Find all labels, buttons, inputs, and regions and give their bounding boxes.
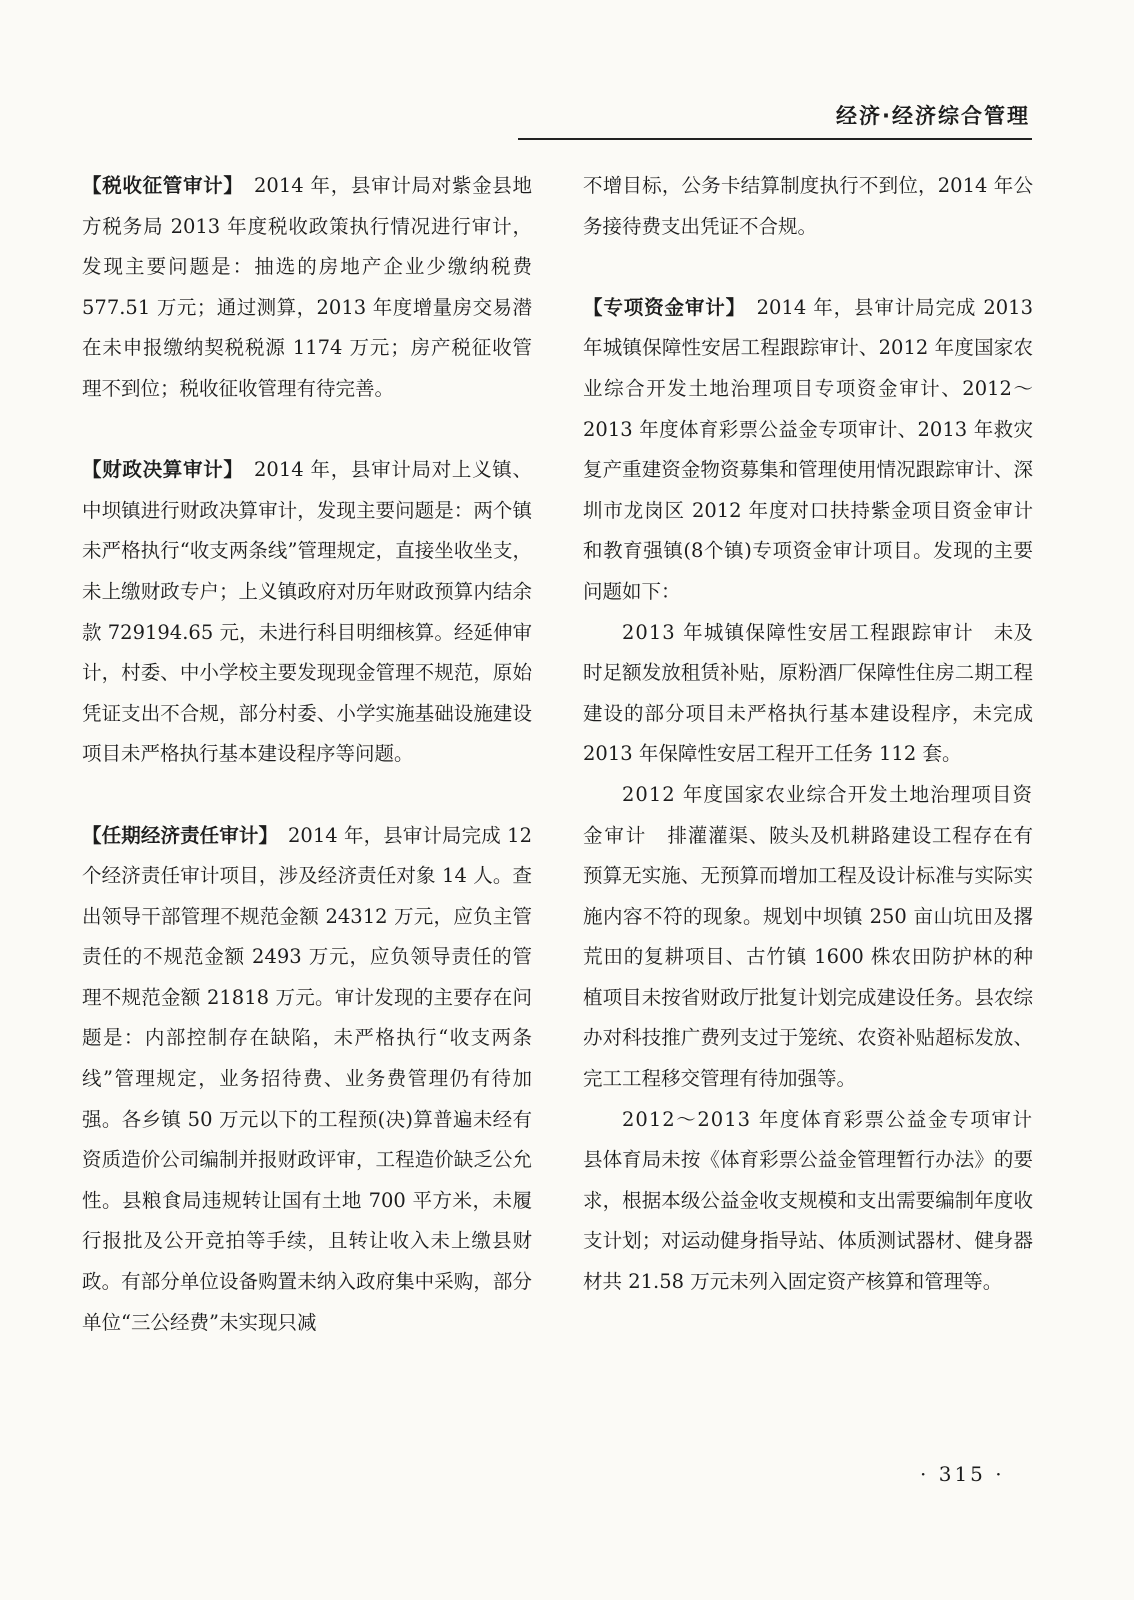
- right-column: [583, 166, 1033, 1303]
- running-header: 经济·经济综合管理: [836, 104, 1030, 128]
- tenure-audit-body: 2014 年，县审计局完成 12 个经济责任审计项目，涉及经济责任对象 14 人。查出领导干部管理不规范金额 24312 万元，应负主管责任的不规范金额 2493 万元，应负领导责任的管理不规范金额 21818 万元。审计发现的主要存在问题是：内部控制存在缺陷，未严格执行“收支两条线”管理规定，业务招待费、业务费管理仍有待加强。各乡镇 50 万元以下的工程预(决)算普遍未经有资质造价公司编制并报财政评审，工程造价缺乏公允性。县粮食局违规转让国有土地 700 平方米，未履行报批及公开竞拍等手续，且转让收入未上缴县财政。有部分单位设备购置未纳入政府集中采购，部分单位“三公经费”未实现只减: [82, 823, 532, 1334]
- page-number: · 315 ·: [920, 1462, 1005, 1486]
- continued-paragraph: 不增目标，公务卡结算制度执行不到位，2014 年公务接待费支出凭证不合规。: [583, 174, 1033, 238]
- finance-audit-section: [82, 450, 532, 775]
- special-fund-audit-heading: 【专项资金审计】: [583, 295, 737, 319]
- agri-audit-paragraph: [583, 775, 1033, 1100]
- tenure-audit-section: [82, 816, 532, 1344]
- lottery-audit-body: 县体育局未按《体育彩票公益金管理暂行办法》的要求，根据本级公益金收支规模和支出需要编制年度收支计划；对运动健身指导站、体质测试器材、健身器材共 21.58 万元未列入固定资产核算和管理等。: [583, 1148, 1033, 1294]
- tax-audit-heading: 【税收征管审计】: [82, 174, 234, 197]
- agri-audit-title: 2012 年度国家农业综合开发土地治理项目资金审计: [583, 782, 1033, 847]
- agri-audit-body: 排灌灌渠、陂头及机耕路建设工程存在有预算无实施、无预算而增加工程及设计标准与实际实施内容不符的现象。规划中坝镇 250 亩山坑田及撂荒田的复耕项目、古竹镇 1600 株农田防护林的种植项目未按省财政厅批复计划完成建设任务。县农综办对科技推广费列支过于笼统、农资补贴超标发放、完工工程移交管理有待加强等。: [583, 823, 1033, 1091]
- tax-audit-section: [82, 166, 532, 410]
- housing-audit-body: 未及时足额发放租赁补贴，原粉酒厂保障性住房二期工程建设的部分项目未严格执行基本建设程序，未完成 2013 年保障性安居工程开工任务 112 套。: [583, 620, 1033, 766]
- housing-audit-paragraph: [583, 613, 1033, 775]
- special-fund-audit-body: 2014 年，县审计局完成 2013 年城镇保障性安居工程跟踪审计、2012 年度国家农业综合开发土地治理项目专项资金审计、2012～2013 年度体育彩票公益金专项审计、2013 年救灾复产重建资金物资募集和管理使用情况跟踪审计、深圳市龙岗区 2012 年度对口扶持紫金项目资金审计和教育强镇(8个镇)专项资金审计项目。发现的主要问题如下：: [583, 295, 1033, 603]
- finance-audit-heading: 【财政决算审计】: [82, 458, 234, 482]
- tax-audit-body: 2014 年，县审计局对紫金县地方税务局 2013 年度税收政策执行情况进行审计，发现主要问题是：抽选的房地产企业少缴纳税费 577.51 万元；通过测算，2013 年度增量房交易潜在未申报缴纳契税税源 1174 万元；房产税征收管理不到位；税收征收管理有待完善。: [82, 174, 532, 400]
- finance-audit-body: 2014 年，县审计局对上义镇、中坝镇进行财政决算审计，发现主要问题是：两个镇未严格执行“收支两条线”管理规定，直接坐收坐支，未上缴财政专户；上义镇政府对历年财政预算内结余款 729194.65 元，未进行科目明细核算。经延伸审计，村委、中小学校主要发现现金管理不规范，原始凭证支出不合规，部分村委、小学实施基础设施建设项目未严格执行基本建设程序等问题。: [82, 458, 532, 766]
- special-fund-audit-section: [583, 288, 1033, 613]
- lottery-audit-title: 2012～2013 年度体育彩票公益金专项审计: [622, 1107, 1033, 1131]
- header-rule: [518, 138, 1032, 140]
- left-column: [82, 166, 532, 1343]
- lottery-audit-paragraph: [583, 1100, 1033, 1303]
- tenure-audit-heading: 【任期经济责任审计】: [82, 823, 269, 847]
- housing-audit-title: 2013 年城镇保障性安居工程跟踪审计: [622, 620, 974, 644]
